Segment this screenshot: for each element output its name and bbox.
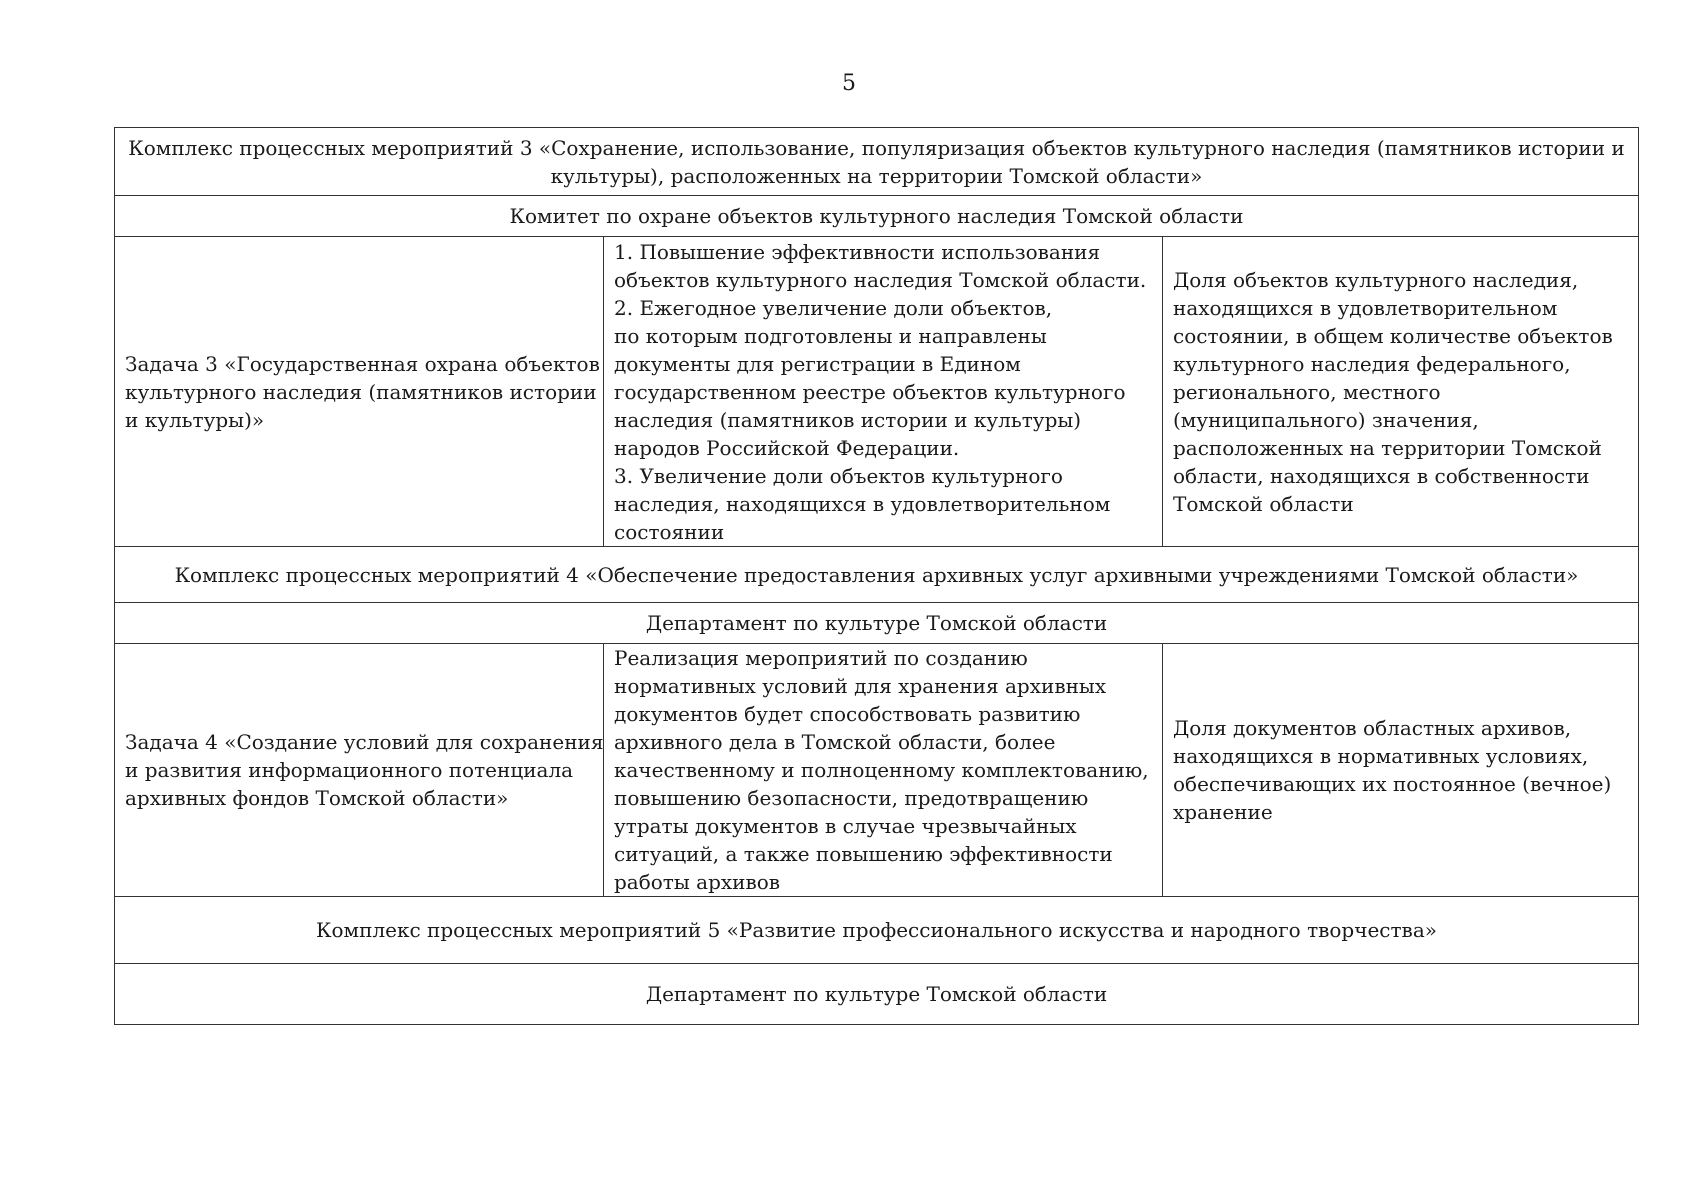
task-3-indicator-line: находящихся в удовлетворительном	[1173, 295, 1558, 320]
task-3-indicator-cell	[1163, 237, 1639, 547]
task-4-line: Задача 4 «Создание условий для сохранения	[125, 730, 604, 754]
task-3-line: Задача 3 «Государственная охрана объектов	[125, 351, 600, 376]
task-4-results-line: ситуаций, а также повышению эффективности	[614, 842, 1113, 866]
task-4-indicator-line: хранение	[1173, 800, 1273, 824]
task-4-results-line: Реализация мероприятий по созданию	[614, 646, 1028, 670]
task-4-results-cell	[604, 644, 1163, 897]
task-3-indicator-line: культурного наследия федерального,	[1173, 351, 1571, 376]
task-4-results-line: работы архивов	[614, 870, 781, 894]
task-3-line: и культуры)»	[125, 407, 265, 432]
task-4-cell	[115, 644, 604, 897]
responsible-body-5: Департамент по культуре Томской области	[115, 964, 1639, 1025]
page-number: 5	[842, 71, 856, 96]
task-3-indicator-line: Доля объектов культурного наследия,	[1173, 267, 1579, 292]
table-row-complex-3	[115, 128, 1639, 196]
task-4-line: и развития информационного потенциала	[125, 758, 574, 782]
task-4-results-line: архивного дела в Томской области, более	[614, 730, 1056, 754]
task-3-results-line: государственном реестре объектов культурного	[614, 379, 1126, 404]
complex-4-heading: Комплекс процессных мероприятий 4 «Обеспечение предоставления архивных услуг архивными учреждениями Томской области»	[115, 547, 1639, 603]
task-3-indicator-line: Томской области	[1173, 491, 1354, 516]
task-4-indicator-line: находящихся в нормативных условиях,	[1173, 744, 1589, 768]
task-4-results-line: утраты документов в случае чрезвычайных	[614, 814, 1077, 838]
task-3-indicator-line: расположенных на территории Томской	[1173, 435, 1602, 460]
task-3-indicator-line: (муниципального) значения,	[1173, 407, 1479, 432]
complex-3-heading-line: культуры), расположенных на территории Томской области»	[550, 163, 1203, 188]
task-4-results-line: документов будет способствовать развитию	[614, 702, 1081, 726]
task-4-indicator-cell	[1163, 644, 1639, 897]
table-row-complex-5	[115, 897, 1639, 964]
task-3-indicator-line: регионального, местного	[1173, 379, 1441, 404]
task-3-results-line: наследия, находящихся в удовлетворительном	[614, 491, 1111, 516]
task-3-results-line: состоянии	[614, 519, 725, 544]
task-4-indicator-line: Доля документов областных архивов,	[1173, 716, 1572, 740]
complex-3-heading	[115, 128, 1639, 196]
task-3-results-cell	[604, 237, 1163, 547]
table-row-complex-4	[115, 547, 1639, 603]
task-4-results-line: качественному и полноценному комплектованию,	[614, 758, 1149, 782]
table-row-dept-4	[115, 603, 1639, 644]
table-row-dept-5	[115, 964, 1639, 1025]
table-row-task-4	[115, 644, 1639, 897]
task-3-results-line: народов Российской Федерации.	[614, 435, 960, 460]
task-3-results-line: 2. Ежегодное увеличение доли объектов,	[614, 295, 1053, 320]
measures-table	[114, 127, 1639, 1025]
task-3-results-line: 1. Повышение эффективности использования	[614, 239, 1101, 264]
task-3-line: культурного наследия (памятников истории	[125, 379, 597, 404]
task-4-results-line: повышению безопасности, предотвращению	[614, 786, 1089, 810]
table-row-task-3	[115, 237, 1639, 547]
table-row-dept-3	[115, 196, 1639, 237]
responsible-body-3: Комитет по охране объектов культурного наследия Томской области	[115, 196, 1639, 237]
complex-5-heading: Комплекс процессных мероприятий 5 «Развитие профессионального искусства и народного творчества»	[115, 897, 1639, 964]
task-3-cell	[115, 237, 604, 547]
responsible-body-4: Департамент по культуре Томской области	[115, 603, 1639, 644]
task-4-results-line: нормативных условий для хранения архивных	[614, 674, 1107, 698]
task-4-indicator-line: обеспечивающих их постоянное (вечное)	[1173, 772, 1612, 796]
task-3-results-line: 3. Увеличение доли объектов культурного	[614, 463, 1063, 488]
task-3-indicator-line: области, находящихся в собственности	[1173, 463, 1590, 488]
task-3-results-line: объектов культурного наследия Томской области.	[614, 267, 1147, 292]
task-3-results-line: наследия (памятников истории и культуры)	[614, 407, 1082, 432]
complex-3-heading-line: Комплекс процессных мероприятий 3 «Сохранение, использование, популяризация объектов культурного наследия (памятников истории и	[128, 135, 1625, 160]
task-3-indicator-line: состоянии, в общем количестве объектов	[1173, 323, 1613, 348]
task-3-results-line: документы для регистрации в Едином	[614, 351, 1021, 376]
task-4-line: архивных фондов Томской области»	[125, 786, 509, 810]
task-3-results-line: по которым подготовлены и направлены	[614, 323, 1047, 348]
